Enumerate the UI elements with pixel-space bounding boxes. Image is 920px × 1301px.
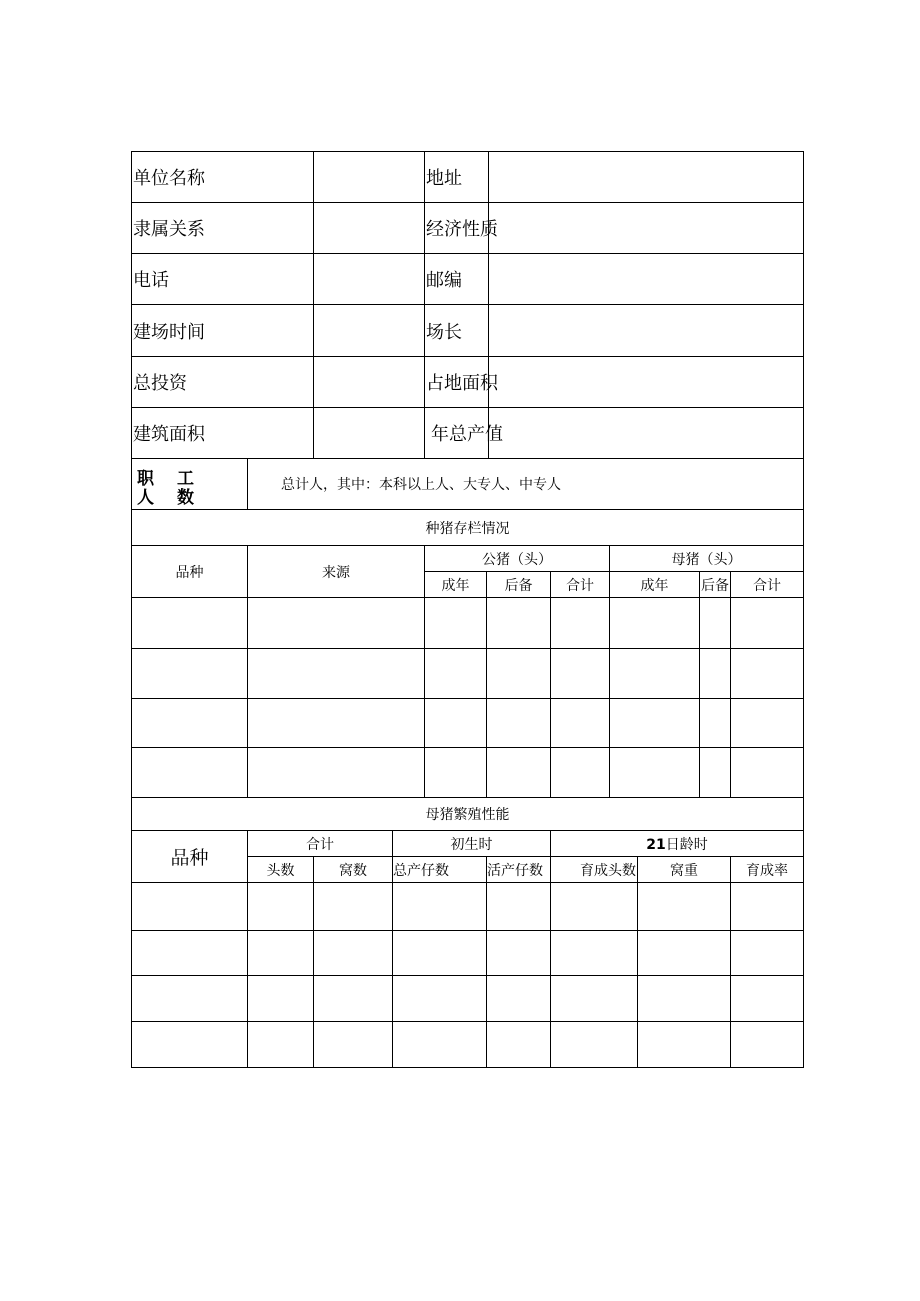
- affiliation-field[interactable]: [314, 203, 425, 254]
- sow-total-header: 合计: [731, 572, 804, 598]
- staff-label-char-3: 人: [137, 488, 154, 508]
- boar-reserve-header: 后备: [487, 572, 551, 598]
- cell-sow-reserve[interactable]: [700, 699, 731, 748]
- cell-source[interactable]: [248, 748, 425, 798]
- cell-boar-total[interactable]: [551, 598, 610, 649]
- cell-raise-rate[interactable]: [731, 1022, 804, 1068]
- cell-boar-adult[interactable]: [425, 598, 487, 649]
- building-area-label: 建筑面积: [132, 408, 314, 459]
- cell-total-born[interactable]: [393, 1022, 487, 1068]
- cell-sow-total[interactable]: [731, 699, 804, 748]
- sow-performance-row: [132, 1022, 804, 1068]
- annual-output-field[interactable]: [489, 408, 804, 459]
- cell-litter-weight[interactable]: [638, 1022, 731, 1068]
- breeding-stock-row: [132, 699, 804, 748]
- cell-raise-rate[interactable]: [731, 931, 804, 976]
- cell-boar-adult[interactable]: [425, 649, 487, 699]
- cell-breed[interactable]: [132, 649, 248, 699]
- cell-sow-adult[interactable]: [610, 649, 700, 699]
- affiliation-label: 隶属关系: [132, 203, 314, 254]
- head-count-header: 头数: [248, 857, 314, 883]
- cell-head-count[interactable]: [248, 931, 314, 976]
- cell-sow-adult[interactable]: [610, 699, 700, 748]
- boar-adult-header: 成年: [425, 572, 487, 598]
- row-unit-name: [132, 152, 804, 203]
- sow-performance-title: 母猪繁殖性能: [132, 798, 804, 831]
- cell-boar-reserve[interactable]: [487, 748, 551, 798]
- staff-label-char-2: 工: [177, 469, 194, 489]
- cell-boar-reserve[interactable]: [487, 699, 551, 748]
- breeding-stock-row: [132, 748, 804, 798]
- row-founded: [132, 305, 804, 357]
- land-area-label: 占地面积: [425, 357, 489, 408]
- cell-sow-reserve[interactable]: [700, 598, 731, 649]
- breeding-stock-header-row-1: [132, 546, 804, 572]
- pig-farm-form: [131, 151, 804, 1068]
- cell-sow-total[interactable]: [731, 748, 804, 798]
- day21-text: 日龄时: [665, 836, 708, 853]
- breeding-stock-title-row: [132, 510, 804, 546]
- total-investment-label: 总投资: [132, 357, 314, 408]
- litter-count-header: 窝数: [314, 857, 393, 883]
- cell-sow-total[interactable]: [731, 649, 804, 699]
- sow-performance-breed-header: 品种: [132, 831, 248, 883]
- breeding-stock-row: [132, 649, 804, 699]
- cell-raised-count[interactable]: [551, 1022, 638, 1068]
- cell-breed[interactable]: [132, 931, 248, 976]
- staff-summary[interactable]: 总计人，其中：本科以上人、大专人、中专人: [248, 459, 804, 510]
- cell-head-count[interactable]: [248, 976, 314, 1022]
- cell-breed[interactable]: [132, 883, 248, 931]
- breeding-stock-breed-header: 品种: [132, 546, 248, 598]
- cell-live-born[interactable]: [487, 931, 551, 976]
- sow-performance-title-row: [132, 798, 804, 831]
- cell-breed[interactable]: [132, 699, 248, 748]
- phone-label: 电话: [132, 254, 314, 305]
- total-group-header: 合计: [248, 831, 393, 857]
- cell-litter-count[interactable]: [314, 931, 393, 976]
- land-area-field[interactable]: [489, 357, 804, 408]
- farm-head-field[interactable]: [489, 305, 804, 357]
- cell-head-count[interactable]: [248, 1022, 314, 1068]
- sow-reserve-header: 后备: [700, 572, 731, 598]
- row-investment: [132, 357, 804, 408]
- cell-sow-reserve[interactable]: [700, 649, 731, 699]
- birth-group-header: 初生时: [393, 831, 551, 857]
- cell-litter-weight[interactable]: [638, 976, 731, 1022]
- cell-raised-count[interactable]: [551, 931, 638, 976]
- day21-group-header: [551, 831, 804, 857]
- cell-raise-rate[interactable]: [731, 883, 804, 931]
- cell-boar-total[interactable]: [551, 649, 610, 699]
- postcode-field[interactable]: [489, 254, 804, 305]
- boar-total-header: 合计: [551, 572, 610, 598]
- cell-raise-rate[interactable]: [731, 976, 804, 1022]
- cell-breed[interactable]: [132, 976, 248, 1022]
- address-label: 地址: [425, 152, 489, 203]
- cell-litter-count[interactable]: [314, 1022, 393, 1068]
- breeding-stock-title: 种猪存栏情况: [132, 510, 804, 546]
- founded-time-field[interactable]: [314, 305, 425, 357]
- cell-sow-adult[interactable]: [610, 598, 700, 649]
- cell-live-born[interactable]: [487, 1022, 551, 1068]
- total-born-header: 总产仔数: [393, 857, 487, 883]
- cell-breed[interactable]: [132, 598, 248, 649]
- cell-live-born[interactable]: [487, 883, 551, 931]
- row-building: [132, 408, 804, 459]
- cell-litter-weight[interactable]: [638, 883, 731, 931]
- breeding-stock-source-header: 来源: [248, 546, 425, 598]
- breeding-stock-row: [132, 598, 804, 649]
- cell-source[interactable]: [248, 649, 425, 699]
- staff-label-char-4: 数: [177, 488, 194, 508]
- annual-output-label: 年总产值: [425, 408, 489, 459]
- raise-rate-header: 育成率: [731, 857, 804, 883]
- row-affiliation: [132, 203, 804, 254]
- row-phone: [132, 254, 804, 305]
- sow-performance-row: [132, 883, 804, 931]
- postcode-label: 邮编: [425, 254, 489, 305]
- building-area-field[interactable]: [314, 408, 425, 459]
- cell-boar-adult[interactable]: [425, 748, 487, 798]
- row-staff: [132, 459, 804, 510]
- day21-number: 21: [646, 836, 666, 853]
- cell-boar-total[interactable]: [551, 748, 610, 798]
- cell-total-born[interactable]: [393, 931, 487, 976]
- cell-litter-count[interactable]: [314, 976, 393, 1022]
- cell-boar-adult[interactable]: [425, 699, 487, 748]
- cell-live-born[interactable]: [487, 976, 551, 1022]
- total-investment-field[interactable]: [314, 357, 425, 408]
- cell-sow-total[interactable]: [731, 598, 804, 649]
- cell-litter-weight[interactable]: [638, 931, 731, 976]
- cell-source[interactable]: [248, 699, 425, 748]
- cell-total-born[interactable]: [393, 976, 487, 1022]
- sow-performance-header-row-1: [132, 831, 804, 857]
- sow-group-header: 母猪（头）: [610, 546, 804, 572]
- cell-boar-reserve[interactable]: [487, 598, 551, 649]
- cell-litter-count[interactable]: [314, 883, 393, 931]
- sow-adult-header: 成年: [610, 572, 700, 598]
- cell-total-born[interactable]: [393, 883, 487, 931]
- boar-group-header: 公猪（头）: [425, 546, 610, 572]
- farm-head-label: 场长: [425, 305, 489, 357]
- cell-breed[interactable]: [132, 1022, 248, 1068]
- unit-name-field[interactable]: [314, 152, 425, 203]
- raised-count-header: 育成头数: [551, 857, 638, 883]
- economic-nature-label: 经济性质: [425, 203, 489, 254]
- cell-boar-reserve[interactable]: [487, 649, 551, 699]
- cell-sow-adult[interactable]: [610, 748, 700, 798]
- cell-raised-count[interactable]: [551, 883, 638, 931]
- cell-sow-reserve[interactable]: [700, 748, 731, 798]
- cell-raised-count[interactable]: [551, 976, 638, 1022]
- cell-source[interactable]: [248, 598, 425, 649]
- staff-label-char-1: 职: [137, 469, 154, 489]
- economic-nature-field[interactable]: [489, 203, 804, 254]
- cell-head-count[interactable]: [248, 883, 314, 931]
- sow-performance-row: [132, 931, 804, 976]
- staff-count-label: [132, 459, 248, 510]
- cell-boar-total[interactable]: [551, 699, 610, 748]
- address-field[interactable]: [489, 152, 804, 203]
- cell-breed[interactable]: [132, 748, 248, 798]
- phone-field[interactable]: [314, 254, 425, 305]
- sow-performance-row: [132, 976, 804, 1022]
- founded-time-label: 建场时间: [132, 305, 314, 357]
- live-born-header: 活产仔数: [487, 857, 551, 883]
- litter-weight-header: 窝重: [638, 857, 731, 883]
- unit-name-label: 单位名称: [132, 152, 314, 203]
